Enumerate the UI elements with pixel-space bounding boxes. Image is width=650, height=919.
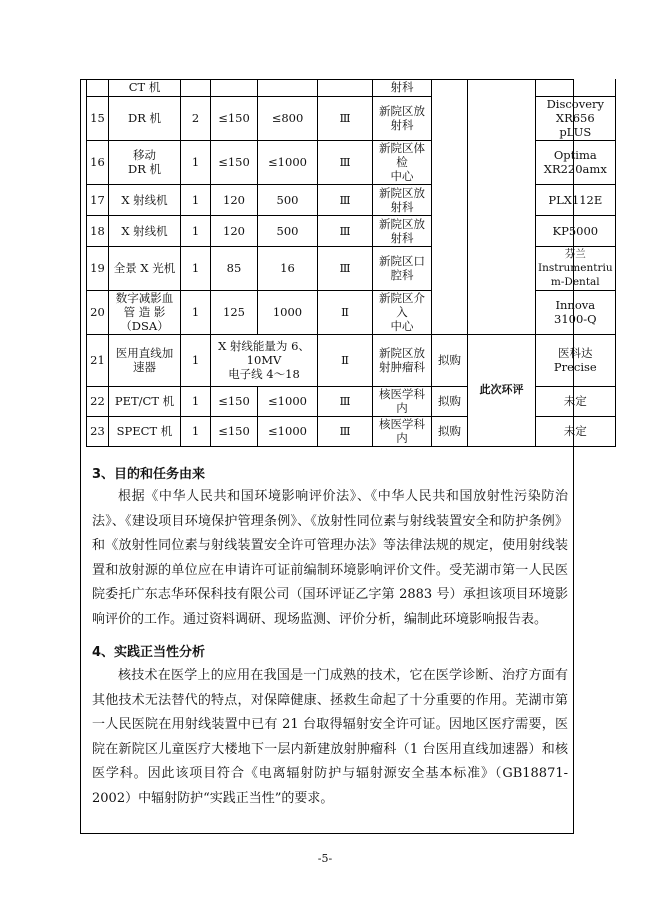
row-no: 18 xyxy=(87,215,109,246)
model: PLX112E xyxy=(536,184,616,215)
device-name: X 射线机 xyxy=(109,215,181,246)
table-row xyxy=(87,386,616,416)
model: 芬兰 Instrumentriu m-Dental xyxy=(536,246,616,290)
table-row xyxy=(87,140,616,184)
quantity: 1 xyxy=(181,290,211,334)
tube-voltage: ≤150 xyxy=(211,140,258,184)
device-class: Ⅱ xyxy=(318,334,373,386)
tube-voltage: ≤150 xyxy=(211,386,258,416)
row-no: 23 xyxy=(87,416,109,446)
section-3-paragraph: 根据《中华人民共和国环境影响评价法》、《中华人民共和国放射性污染防治法》、《建设项目环境保护管理条例》、《放射性同位素与射线装置安全和防护条例》和《放射性同位素与射线装置安全许可管理办法》等法律法规的规定，使用射线装置和放射源的单位应在申请许可证前编制环境影响评价文件。受芜湖市第一人民医院委托广东志华环保科技有限公司（国环评证乙字第 2883 号）承担该项目环境影响评价的工作。通过资料调研、现场监测、评价分析，编制此环境影响报告表。 xyxy=(92,489,568,627)
tube-current: 1000 xyxy=(258,290,318,334)
table-row xyxy=(87,215,616,246)
table-row xyxy=(87,79,616,96)
tube-current: ≤1000 xyxy=(258,416,318,446)
tube-voltage: 120 xyxy=(211,215,258,246)
device-class: Ⅲ xyxy=(318,184,373,215)
energy-spec: X 射线能量为 6、 10MV 电子线 4～18 xyxy=(211,334,318,386)
quantity: 2 xyxy=(181,96,211,140)
tube-current: ≤800 xyxy=(258,96,318,140)
table-row xyxy=(87,246,616,290)
tube-voltage xyxy=(211,79,258,96)
device-name: 医用直线加 速器 xyxy=(109,334,181,386)
quantity: 1 xyxy=(181,246,211,290)
row-no: 22 xyxy=(87,386,109,416)
table-row xyxy=(87,96,616,140)
row-no: 17 xyxy=(87,184,109,215)
device-class: Ⅲ xyxy=(318,96,373,140)
model: Innova 3100-Q xyxy=(536,290,616,334)
device-class: Ⅲ xyxy=(318,140,373,184)
section-4-heading: 4、实践正当性分析 xyxy=(92,645,206,660)
device-name: X 射线机 xyxy=(109,184,181,215)
tube-current: 500 xyxy=(258,215,318,246)
tube-current: 16 xyxy=(258,246,318,290)
table-row xyxy=(87,416,616,446)
quantity: 1 xyxy=(181,416,211,446)
location: 新院区放 射科 xyxy=(373,96,432,140)
model: Optima XR220amx xyxy=(536,140,616,184)
tube-voltage: 120 xyxy=(211,184,258,215)
quantity: 1 xyxy=(181,334,211,386)
location: 射科 xyxy=(373,79,432,96)
tube-voltage: 85 xyxy=(211,246,258,290)
status xyxy=(432,79,468,334)
table-row xyxy=(87,290,616,334)
tube-current: 500 xyxy=(258,184,318,215)
status: 拟购 xyxy=(432,386,468,416)
row-no: 16 xyxy=(87,140,109,184)
location: 核医学科 内 xyxy=(373,416,432,446)
row-no: 20 xyxy=(87,290,109,334)
assessment-note xyxy=(468,79,536,334)
device-name: CT 机 xyxy=(109,79,181,96)
equipment-table xyxy=(86,79,616,447)
model: 未定 xyxy=(536,416,616,446)
model: Discovery XR656 pLUS xyxy=(536,96,616,140)
device-name: PET/CT 机 xyxy=(109,386,181,416)
device-class: Ⅲ xyxy=(318,386,373,416)
location: 新院区放 射科 xyxy=(373,215,432,246)
location: 核医学科 内 xyxy=(373,386,432,416)
device-class: Ⅲ xyxy=(318,215,373,246)
quantity xyxy=(181,79,211,96)
tube-current: ≤1000 xyxy=(258,386,318,416)
page-number: -5- xyxy=(317,852,333,865)
tube-current xyxy=(258,79,318,96)
location: 新院区介 入 中心 xyxy=(373,290,432,334)
device-class: Ⅱ xyxy=(318,290,373,334)
tube-voltage: 125 xyxy=(211,290,258,334)
row-no: 21 xyxy=(87,334,109,386)
quantity: 1 xyxy=(181,184,211,215)
device-class: Ⅲ xyxy=(318,416,373,446)
model: 未定 xyxy=(536,386,616,416)
row-no xyxy=(87,79,109,96)
table-row xyxy=(87,334,616,386)
tube-current: ≤1000 xyxy=(258,140,318,184)
device-name: DR 机 xyxy=(109,96,181,140)
section-3-heading: 3、目的和任务由来 xyxy=(92,467,206,482)
section-4-body xyxy=(92,664,568,811)
location: 新院区体 检 中心 xyxy=(373,140,432,184)
device-class: Ⅲ xyxy=(318,246,373,290)
section-3-body xyxy=(92,485,568,632)
device-name: 全景 X 光机 xyxy=(109,246,181,290)
model xyxy=(536,79,616,96)
location: 新院区口 腔科 xyxy=(373,246,432,290)
tube-voltage: ≤150 xyxy=(211,96,258,140)
section-4-paragraph: 核技术在医学上的应用在我国是一门成熟的技术，它在医学诊断、治疗方面有其他技术无法替代的特点，对保障健康、拯救生命起了十分重要的作用。芜湖市第一人民医院在用射线装置中已有 21 台取得辐射安全许可证。因地区医疗需要，医院在新院区儿童医疗大楼地下一层内新建放射肿瘤科（1 台医用直线加速器）和核医学科。因此该项目符合《电离辐射防护与辐射源安全基本标准》（GB18871-2002）中辐射防护“实践正当性”的要求。 xyxy=(92,668,568,806)
device-name: 移动 DR 机 xyxy=(109,140,181,184)
device-class xyxy=(318,79,373,96)
quantity: 1 xyxy=(181,215,211,246)
status: 拟购 xyxy=(432,334,468,386)
device-name: SPECT 机 xyxy=(109,416,181,446)
location: 新院区放 射肿瘤科 xyxy=(373,334,432,386)
row-no: 19 xyxy=(87,246,109,290)
quantity: 1 xyxy=(181,386,211,416)
table-row xyxy=(87,184,616,215)
tube-voltage: ≤150 xyxy=(211,416,258,446)
assessment-label: 此次环评 xyxy=(468,334,536,446)
model: 医科达 Precise xyxy=(536,334,616,386)
status: 拟购 xyxy=(432,416,468,446)
row-no: 15 xyxy=(87,96,109,140)
quantity: 1 xyxy=(181,140,211,184)
location: 新院区放 射科 xyxy=(373,184,432,215)
model: KP5000 xyxy=(536,215,616,246)
device-name: 数字减影血 管 造 影 （DSA） xyxy=(109,290,181,334)
